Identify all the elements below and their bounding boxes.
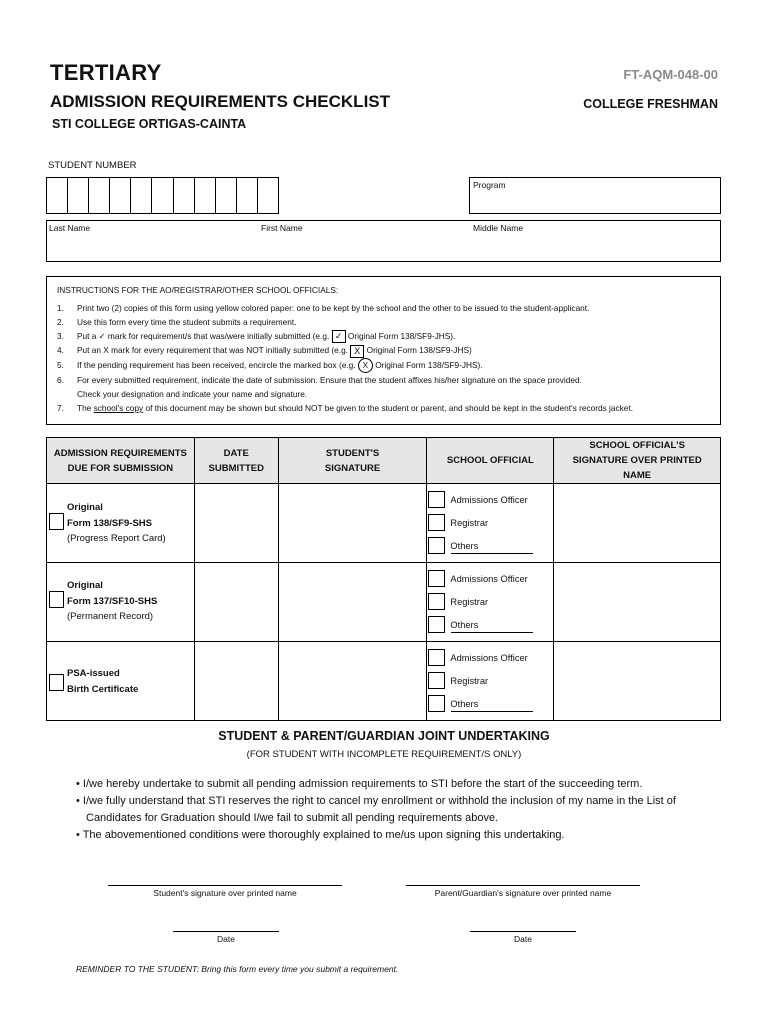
first-name-label: First Name [261,223,303,233]
requirements-table [46,437,721,721]
instruction-item: 3. Put a ✓ mark for requirement/s that was/were initially submitted (e.g. ✓ Original Form 138/SF9-JHS). [57,331,456,342]
instruction-item: 7. The school's copy of this document may be shown but should NOT be given to the student or parent, and should be kept in the student's records jacket. [57,402,634,413]
table-row: Original Form 137/SF10-SHS (Permanent Record) Admissions Officer Registrar Others [47,563,721,642]
bullet-item: • I/we hereby undertake to submit all pending admission requirements to STI before the start of the succeeding term. [76,778,643,790]
header-school-official: SCHOOL OFFICIAL [427,438,554,484]
middle-name-label: Middle Name [473,223,524,233]
header-student-signature: STUDENT'S SIGNATURE [278,438,427,484]
requirement-checkbox[interactable] [49,591,64,608]
instruction-item: 5. If the pending requirement has been received, encircle the marked box (e.g. X Original Form 138/SF9-JHS). [57,358,710,373]
instruction-item: 6. For every submitted requirement, indicate the date of submission. Ensure that the student affixes his/her signature on the space provided. Check your designation and indicate your name and signature. [57,374,582,399]
official-signature-cell[interactable] [554,563,721,642]
table-header-row [47,438,721,484]
header-date: DATE SUBMITTED [194,438,278,484]
requirement-checkbox[interactable] [49,674,64,691]
undertaking-title: STUDENT & PARENT/GUARDIAN JOINT UNDERTAKING [218,729,550,743]
table-row: Original Form 138/SF9-SHS (Progress Report Card) Admissions Officer Registrar Others [47,484,721,563]
check-mark-icon: ✓ [332,330,346,343]
parent-date-line[interactable]: Date [470,931,576,944]
registrar-checkbox[interactable] [428,672,445,689]
official-signature-cell[interactable] [554,484,721,563]
date-submitted-cell[interactable] [194,563,278,642]
official-signature-cell[interactable] [554,642,721,721]
instruction-item: 4. Put an X mark for every requirement that was NOT initially submitted (e.g. X Original Form 138/SF9-JHS) [57,345,472,356]
program-label: Program [473,180,506,190]
program-field[interactable] [469,177,721,214]
bullet-item: • I/we fully understand that STI reserves the right to cancel my enrollment or withhold the inclusion of my name in the List of Candidates for Graduation should I/we fail to submit all pending requirements above. [76,795,676,824]
others-checkbox[interactable] [428,537,445,554]
header-requirements: ADMISSION REQUIREMENTS DUE FOR SUBMISSION [47,438,195,484]
student-signature-cell[interactable] [278,642,427,721]
undertaking-subtitle: (FOR STUDENT WITH INCOMPLETE REQUIREMENT/S ONLY) [246,749,522,760]
x-mark-icon: X [350,345,364,358]
header-official-signature: SCHOOL OFFICIAL'S SIGNATURE OVER PRINTED NAME [554,438,721,484]
student-date-line[interactable]: Date [173,931,279,944]
registrar-checkbox[interactable] [428,593,445,610]
instructions-heading: INSTRUCTIONS FOR THE AO/REGISTRAR/OTHER SCHOOL OFFICIALS: [57,285,339,295]
form-subtitle: ADMISSION REQUIREMENTS CHECKLIST [50,92,391,111]
date-submitted-cell[interactable] [194,642,278,721]
instruction-item: 2. Use this form every time the student submits a requirement. [57,317,297,327]
instruction-item: 1. Print two (2) copies of this form using yellow colored paper: one to be kept by the school and the other to be issued to the student-applicant. [57,303,590,313]
form-code: FT-AQM-048-00 [623,67,718,82]
student-signature-cell[interactable] [278,484,427,563]
instructions-box [46,276,721,425]
form-title: TERTIARY [50,60,162,85]
others-checkbox[interactable] [428,616,445,633]
undertaking-bullets [76,776,716,844]
name-field[interactable] [46,220,721,262]
requirement-checkbox[interactable] [49,513,64,530]
table-row: PSA-issued Birth Certificate Admissions Officer Registrar Others [47,642,721,721]
student-number-field[interactable] [46,177,279,214]
parent-signature-line[interactable]: Parent/Guardian's signature over printed name [406,885,640,898]
student-signature-line[interactable]: Student's signature over printed name [108,885,342,898]
admissions-officer-checkbox[interactable] [428,649,445,666]
reminder-note: REMINDER TO THE STUDENT: Bring this form every time you submit a requirement. [76,964,399,974]
circled-x-icon: X [358,358,373,373]
student-number-label: STUDENT NUMBER [48,160,137,171]
bullet-item: • The abovementioned conditions were thoroughly explained to me/us upon signing this undertaking. [76,829,565,841]
last-name-label: Last Name [49,223,91,233]
level-label: COLLEGE FRESHMAN [583,97,718,111]
admissions-officer-checkbox[interactable] [428,491,445,508]
registrar-checkbox[interactable] [428,514,445,531]
school-name: STI COLLEGE ORTIGAS-CAINTA [52,117,247,131]
others-checkbox[interactable] [428,695,445,712]
date-submitted-cell[interactable] [194,484,278,563]
student-signature-cell[interactable] [278,563,427,642]
admissions-officer-checkbox[interactable] [428,570,445,587]
